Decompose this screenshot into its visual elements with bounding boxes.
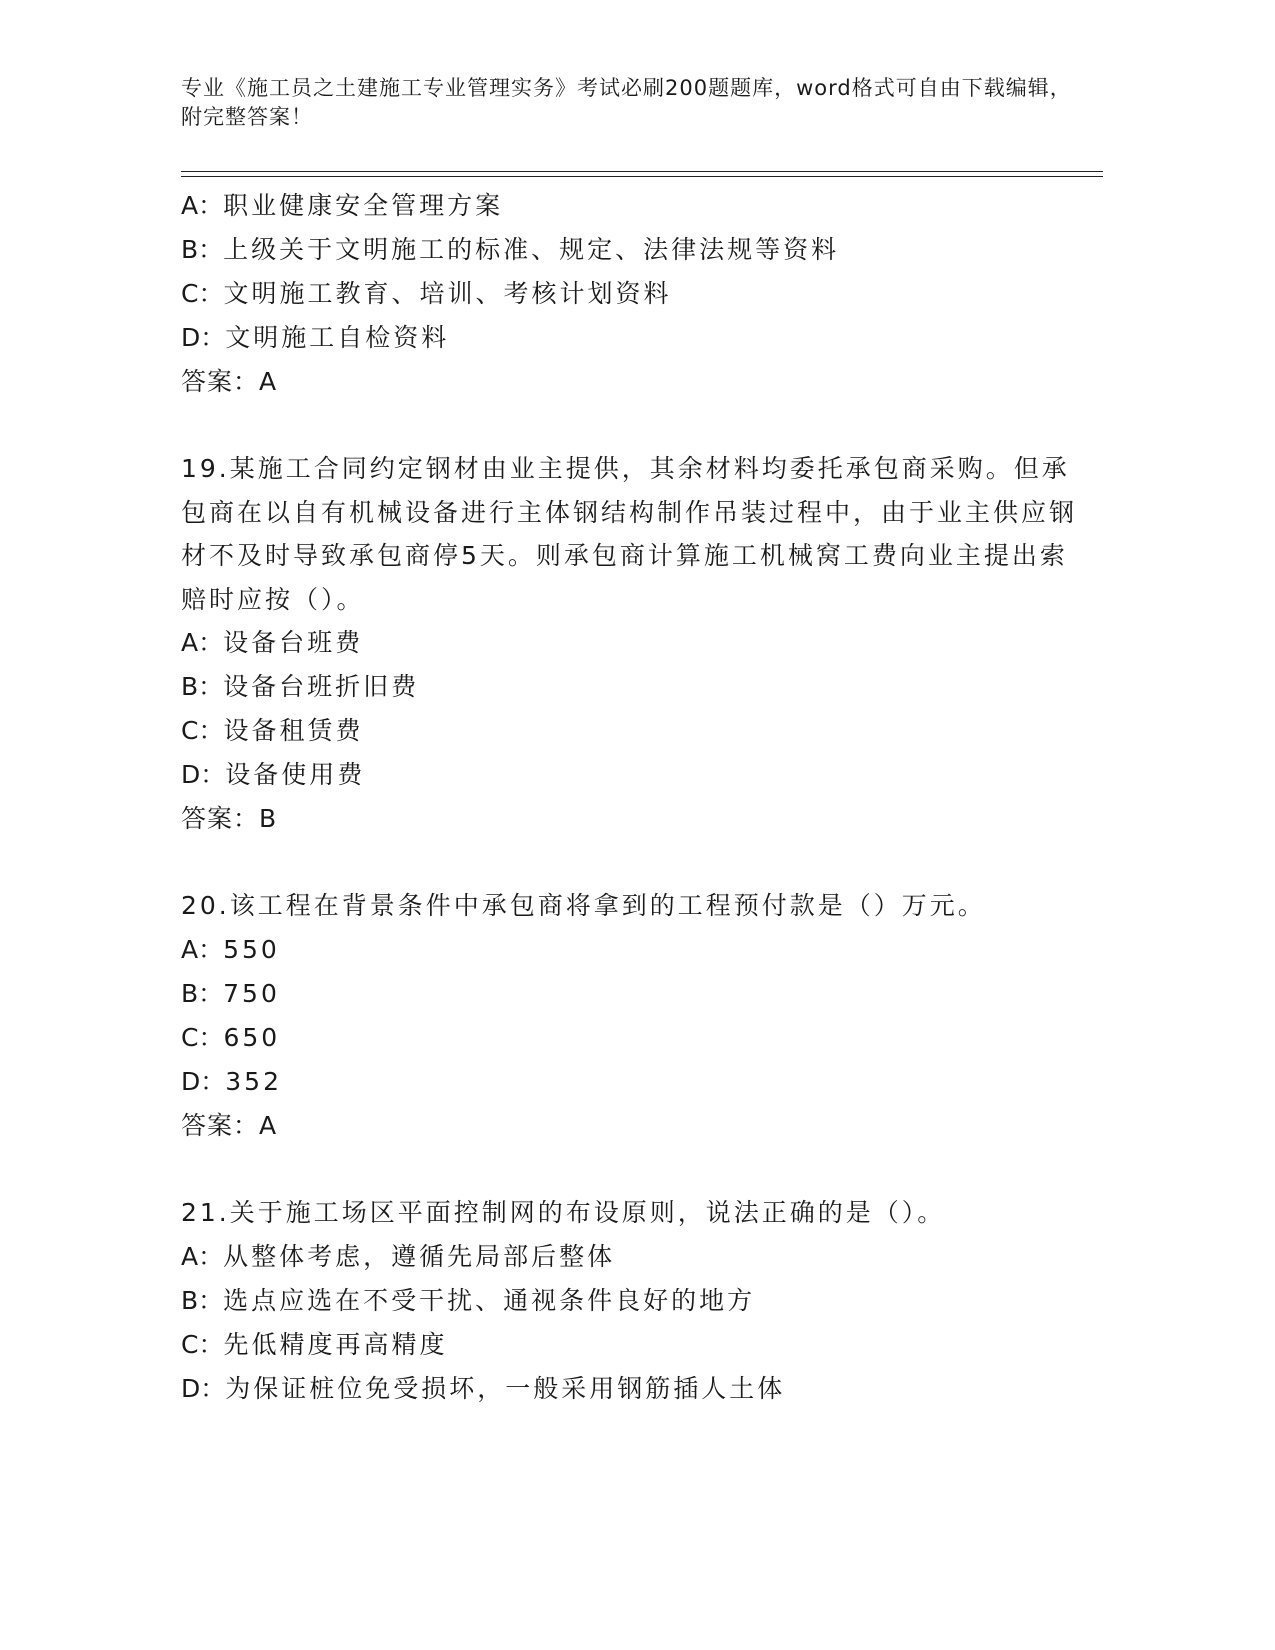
page-header: 专业《施工员之土建施工专业管理实务》考试必刷200题题库，word格式可自由下载编辑，附完整答案！: [181, 76, 1072, 129]
option-a: A：设备台班费: [181, 628, 364, 658]
answer-line: 答案：B: [181, 804, 278, 834]
option-c: C：650: [181, 1022, 281, 1052]
spacer: [181, 841, 1081, 884]
question-block: [181, 184, 1081, 404]
question-stem: 19.某施工合同约定钢材由业主提供，其余材料均委托承包商采购。但承包商在以自有机械设备进行主体钢结构制作吊装过程中，由于业主供应钢材不及时导致承包商停5天。则承包商计算施工机械窝工费向业主提出索赔时应按（）。: [181, 454, 1078, 614]
option-b: B：选点应选在不受干扰、通视条件良好的地方: [181, 1285, 756, 1315]
option-d: D：设备使用费: [181, 760, 366, 790]
option-b: B：750: [181, 978, 280, 1008]
option-c: C：先低精度再高精度: [181, 1329, 448, 1359]
answer-line: 答案：A: [181, 367, 278, 396]
option-b: B：设备台班折旧费: [181, 672, 420, 702]
header-divider-bottom: [181, 176, 1103, 177]
option-c: C：设备租赁费: [181, 716, 364, 746]
spacer: [181, 404, 1081, 447]
question-list: [181, 184, 1081, 1411]
option-d: D：352: [181, 1066, 282, 1096]
question-stem: 20.该工程在背景条件中承包商将拿到的工程预付款是（）万元。: [181, 891, 986, 921]
spacer: [181, 1148, 1081, 1191]
answer-line: 答案：A: [181, 1110, 278, 1140]
question-block: [181, 1191, 1081, 1411]
question-stem: 21.关于施工场区平面控制网的布设原则，说法正确的是（）。: [181, 1197, 946, 1227]
question-block: [181, 884, 1081, 1148]
option-a: A：从整体考虑，遵循先局部后整体: [181, 1241, 616, 1271]
option-a: A：550: [181, 934, 280, 964]
option-b: B：上级关于文明施工的标准、规定、法律法规等资料: [181, 235, 840, 264]
option-d: D：文明施工自检资料: [181, 323, 450, 352]
option-c: C：文明施工教育、培训、考核计划资料: [181, 279, 672, 308]
option-a: A：职业健康安全管理方案: [181, 191, 504, 220]
question-block: [181, 447, 1081, 841]
header-divider-top: [181, 171, 1103, 172]
option-d: D：为保证桩位免受损坏，一般采用钢筋插人土体: [181, 1373, 786, 1403]
